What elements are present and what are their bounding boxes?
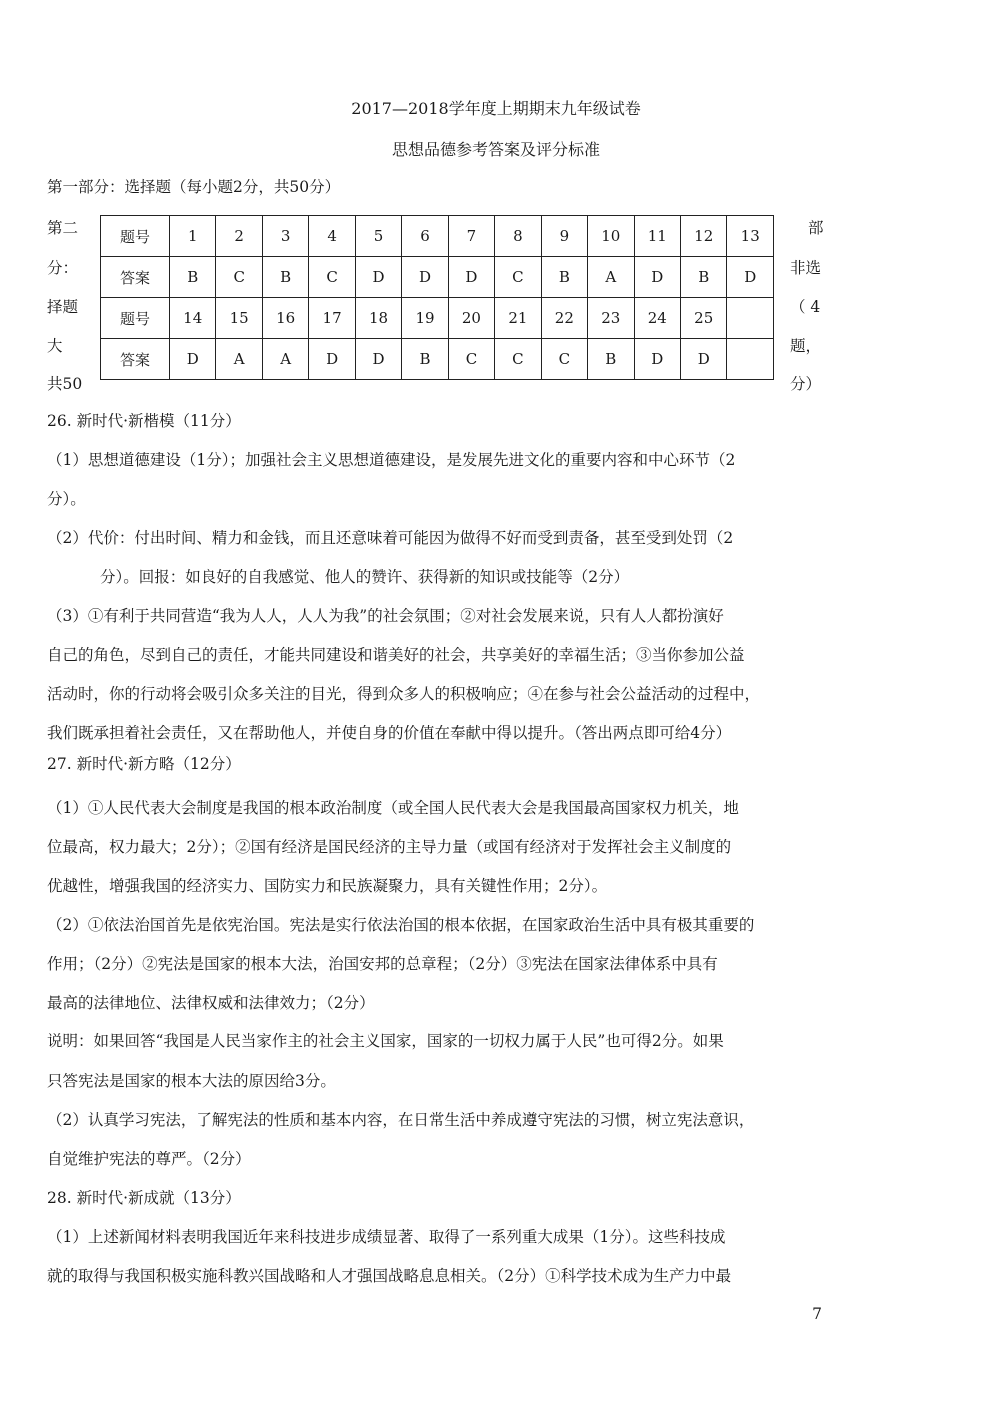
wrap-left-1: 第二 [47,219,79,237]
wrap-right-5: 分） [790,375,822,393]
answer-cell: D [309,339,355,380]
answer-cell: C [216,257,262,298]
answer-cell: D [727,257,774,298]
answer-cell: B [402,339,448,380]
answer-cell: B [541,257,587,298]
answer-cell: D [680,339,726,380]
wrap-right-1: 部 [808,219,824,237]
wrap-right-4: 题， [790,337,822,355]
question-number: 18 [355,298,401,339]
answer-cell: D [634,339,680,380]
question-number: 2 [216,216,262,257]
table-row-answer-1 [101,257,774,298]
answer-cell: C [495,257,541,298]
q26-heading: 26. 新时代·新楷模（11分） [47,412,241,430]
answer-table [100,215,774,380]
question-number: 5 [355,216,401,257]
answer-cell: D [448,257,494,298]
question-number: 1 [170,216,216,257]
wrap-right-2: 非选 [790,259,822,277]
answer-cell: D [634,257,680,298]
q27-line: （2）认真学习宪法，了解宪法的性质和基本内容，在日常生活中养成遵守宪法的习惯，树立宪法意识， [47,1111,755,1129]
q26-line: （2）代价：付出时间、精力和金钱，而且还意味着可能因为做得不好而受到责备，甚至受到处罚（2 [47,529,734,547]
q27-line: 位最高，权力最大；2分）；②国有经济是国民经济的主导力量（或国有经济对于发挥社会主义制度的 [47,838,732,856]
answer-cell: C [495,339,541,380]
answer-cell: C [448,339,494,380]
question-number: 12 [680,216,726,257]
q27-line: 说明：如果回答“我国是人民当家作主的社会主义国家，国家的一切权力属于人民”也可得2分。如果 [47,1032,724,1050]
question-number: 4 [309,216,355,257]
wrap-left-5: 共50 [47,375,83,393]
answer-cell: D [355,339,401,380]
question-number: 22 [541,298,587,339]
answer-cell: C [309,257,355,298]
answer-cell: D [402,257,448,298]
answer-cell [727,339,774,380]
question-number: 10 [588,216,634,257]
part1-heading: 第一部分：选择题（每小题2分，共50分） [47,178,341,196]
row-label-answer: 答案 [101,257,170,298]
q26-line: 活动时，你的行动将会吸引众多关注的目光，得到众多人的积极响应；④在参与社会公益活动的过程中， [47,685,761,703]
question-number: 16 [262,298,308,339]
table-row-question-2 [101,298,774,339]
question-number: 13 [727,216,774,257]
q26-line: 我们既承担着社会责任，又在帮助他人，并使自身的价值在奉献中得以提升。（答出两点即可给4分） [47,724,732,742]
answer-cell: B [680,257,726,298]
row-label-question: 题号 [101,216,170,257]
table-row-question-1 [101,216,774,257]
answer-cell: D [170,339,216,380]
question-number: 9 [541,216,587,257]
q27-line: 只答宪法是国家的根本大法的原因给3分。 [47,1072,336,1090]
answer-cell: A [216,339,262,380]
q28-line: 就的取得与我国积极实施科教兴国战略和人才强国战略息息相关。（2分）①科学技术成为生产力中最 [47,1267,732,1285]
wrap-left-4: 大 [47,337,63,355]
q27-line: 优越性，增强我国的经济实力、国防实力和民族凝聚力，具有关键性作用；2分）。 [47,877,608,895]
answer-cell: C [541,339,587,380]
question-number: 25 [680,298,726,339]
q26-line: 自己的角色，尽到自己的责任，才能共同建设和谐美好的社会，共享美好的幸福生活；③当你参加公益 [47,646,745,664]
question-number: 21 [495,298,541,339]
question-number: 20 [448,298,494,339]
answer-cell: B [588,339,634,380]
q27-line: 作用；（2分）②宪法是国家的根本大法，治国安邦的总章程；（2分）③宪法在国家法律体系中具有 [47,955,718,973]
q28-line: （1）上述新闻材料表明我国近年来科技进步成绩显著、取得了一系列重大成果（1分）。这些科技成 [47,1228,726,1246]
answer-cell: A [262,339,308,380]
q28-heading: 28. 新时代·新成就（13分） [47,1189,241,1207]
q26-line: （3）①有利于共同营造“我为人人，人人为我”的社会氛围；②对社会发展来说，只有人人都扮演好 [47,607,724,625]
answer-cell: A [588,257,634,298]
q27-heading: 27. 新时代·新方略（12分） [47,755,241,773]
q27-line: 最高的法律地位、法律权威和法律效力；（2分） [47,994,375,1012]
question-number [727,298,774,339]
q27-line: （2）①依法治国首先是依宪治国。宪法是实行依法治国的根本依据，在国家政治生活中具有极其重要的 [47,916,755,934]
wrap-left-2: 分： [47,259,79,277]
q26-line: 分）。 [47,490,86,508]
wrap-right-3: （ 4 [790,298,821,316]
q27-line: 自觉维护宪法的尊严。（2分） [47,1150,251,1168]
row-label-answer: 答案 [101,339,170,380]
document-title: 2017—2018学年度上期期末九年级试卷 [351,99,641,118]
table-row-answer-2 [101,339,774,380]
question-number: 7 [448,216,494,257]
question-number: 11 [634,216,680,257]
question-number: 6 [402,216,448,257]
question-number: 3 [262,216,308,257]
question-number: 14 [170,298,216,339]
document-subtitle: 思想品德参考答案及评分标准 [391,140,600,159]
question-number: 19 [402,298,448,339]
wrap-left-3: 择题 [47,298,79,316]
q26-line: 分）。回报：如良好的自我感觉、他人的赞许、获得新的知识或技能等（2分） [100,568,630,586]
question-number: 23 [588,298,634,339]
question-number: 8 [495,216,541,257]
q27-line: （1）①人民代表大会制度是我国的根本政治制度（或全国人民代表大会是我国最高国家权力机关，地 [47,799,739,817]
q26-line: （1）思想道德建设（1分）；加强社会主义思想道德建设，是发展先进文化的重要内容和中心环节（2 [47,451,736,469]
answer-cell: D [355,257,401,298]
question-number: 17 [309,298,355,339]
question-number: 15 [216,298,262,339]
question-number: 24 [634,298,680,339]
answer-cell: B [170,257,216,298]
answer-cell: B [262,257,308,298]
page-number: 7 [812,1305,822,1323]
row-label-question: 题号 [101,298,170,339]
